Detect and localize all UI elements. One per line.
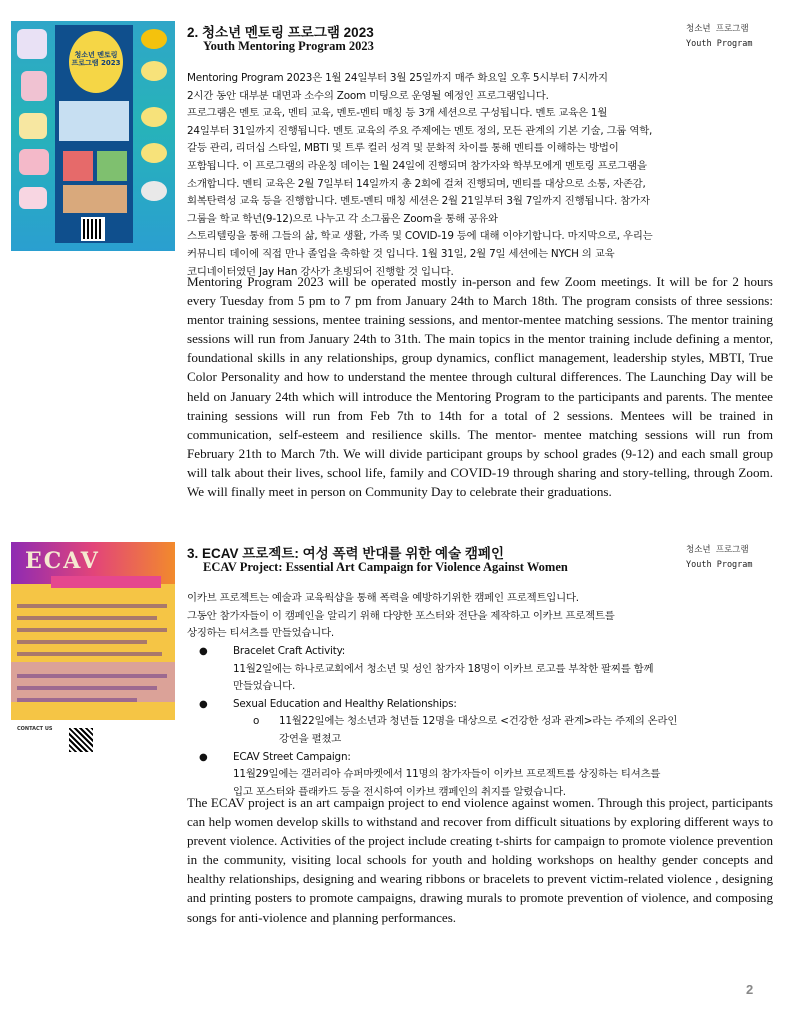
- bullet-title: ECAV Street Campaign:: [233, 750, 351, 763]
- page-number: 2: [746, 982, 754, 997]
- section2-korean-paragraph: [187, 70, 777, 281]
- ecav-poster-image: [11, 542, 175, 772]
- sub-bullet-marker: o: [253, 715, 260, 728]
- qr-code: [83, 219, 103, 239]
- korean-line: 그동안 참가자들이 이 캠페인을 알리기 위해 다양한 포스터와 전단을 제작하고 이카브 프로젝트를: [187, 609, 615, 622]
- poster-photo: [63, 151, 93, 181]
- poster-photo: [97, 151, 127, 181]
- mentoring-poster-image: [11, 21, 175, 251]
- section3-heading: 3. ECAV 프로젝트: 여성 폭력 반대를 위한 예술 캠페인: [187, 546, 505, 561]
- korean-line: 코디네이터였던 Jay Han 강사가 초빙되어 진행할 것 입니다.: [187, 265, 454, 278]
- korean-line: 커뮤니티 데이에 직접 만나 졸업을 축하할 것 입니다. 1월 31일, 2월 7일 세션에는 NYCH 의 교육: [187, 247, 615, 260]
- section3-org-label: [686, 543, 753, 573]
- poster-text-line: [17, 640, 147, 644]
- poster-text-block: [59, 101, 129, 141]
- poster-icon-column: [15, 27, 55, 227]
- section2-heading: 2. 청소년 멘토링 프로그램 2023: [187, 25, 374, 40]
- poster-purple-band: [11, 662, 175, 702]
- section3-subheading: ECAV Project: Essential Art Campaign for Violence Against Women: [203, 560, 568, 574]
- korean-line: 24일부터 31일까지 진행됩니다. 멘토 교육의 주요 주제에는 멘토 정의, 모든 관계의 기본 기술, 그룹 역학,: [187, 124, 653, 137]
- poster-photo: [63, 185, 127, 213]
- korean-line: 그룹을 학교 학년(9-12)으로 나누고 각 소그룹은 Zoom을 통해 공유와: [187, 212, 498, 225]
- korean-line: 2시간 동안 대부분 대면과 소수의 Zoom 미팅으로 운영될 예정인 프로그램입니다.: [187, 89, 549, 102]
- poster-subtitle-band: [51, 576, 161, 588]
- korean-line: 회복탄력성 교육 등을 진행합니다. 멘토-멘티 매칭 세션은 2월 21일부터 3월 7일까지 진행됩니다. 참가자: [187, 195, 650, 208]
- korean-line: 소개합니다. 멘티 교육은 2월 7일부터 14일까지 총 2회에 걸쳐 진행되며, 멘티를 대상으로 소통, 자존감,: [187, 177, 646, 190]
- list-item: [187, 643, 787, 696]
- korean-line: 스토리텔링을 통해 그들의 삶, 학교 생활, 가족 및 COVID-19 등에 대해 이야기합니다. 마지막으로, 우리는: [187, 230, 653, 243]
- poster-text-line: [17, 686, 157, 690]
- korean-line: Mentoring Program 2023은 1월 24일부터 3월 25일까지 매주 화요일 오후 5시부터 7시까지: [187, 72, 608, 84]
- korean-line: 갈등 관리, 리더십 스타일, MBTI 및 트루 컬러 성격 및 문화적 차이를 통해 멘티를 이해하는 방법이: [187, 142, 619, 155]
- bullet-title: Sexual Education and Healthy Relationships:: [233, 697, 457, 710]
- org-label-english: Youth Program: [686, 560, 753, 570]
- qr-code: [69, 728, 93, 752]
- korean-line: 이카브 프로젝트는 예술과 교육웍샵을 통해 폭력을 예방하기위한 캠페인 프로젝트입니다.: [187, 592, 579, 604]
- bullet-marker: ●: [199, 698, 208, 710]
- sub-bullet-detail: 11월22일에는 청소년과 청년들 12명을 대상으로 <건강한 성과 관계>라는 주제의 온라인 강연을 펼쳤고: [279, 715, 678, 745]
- section2-org-label: [686, 22, 753, 52]
- list-item: [187, 696, 787, 749]
- bullet-marker: ●: [199, 646, 208, 657]
- poster-text-line: [17, 652, 162, 656]
- poster-text-line: [17, 698, 137, 702]
- bullet-marker: ●: [199, 751, 208, 763]
- section3-english-paragraph: The ECAV project is an art campaign project to end violence against women. Through this project, participants can help women develop skills to withstand and recover from difficult situations by exploring different ways to prevent violence. Activities of the project include creating t-shirts for campaign to promote violence prevention in the community, visiting local schools for youth and holding workshops on healthy gender concepts and healthy relationships, designing and wearing ribbons or bracelets to prevent victim-related violence , designing and printing posters to promote campaigns, drawing murals to promote prevention of violence, and composing songs for anti-violence and planning performances.: [187, 795, 773, 925]
- org-label-english: Youth Program: [686, 39, 753, 49]
- poster-text-line: [17, 674, 167, 678]
- bullet-detail: 11월29일에는 갤러리아 슈퍼마켓에서 11명의 참가자들이 이카브 프로젝트를 상징하는 티셔츠를 입고 포스터와 플래카드 등을 전시하여 이카브 캠페인의 취지를 알렸습니다.: [233, 768, 661, 798]
- poster-text-line: [17, 616, 157, 620]
- section2-subheading: Youth Mentoring Program 2023: [203, 39, 374, 53]
- org-label-korean: 청소년 프로그램: [686, 545, 749, 555]
- bullet-title: Bracelet Craft Activity:: [233, 645, 346, 657]
- korean-line: 상징하는 티셔츠를 만들었습니다.: [187, 627, 335, 640]
- bullet-detail: 11월2일에는 하나로교회에서 청소년 및 성인 참가자 18명이 이카브 로고를 부착한 팔찌를 함께 만들었습니다.: [233, 662, 654, 693]
- ecav-activity-list: [187, 643, 787, 801]
- korean-line: 포함됩니다. 이 프로그램의 라운칭 데이는 1월 24일에 진행되며 참가자와 학부모에게 멘토링 프로그램을: [187, 159, 647, 172]
- poster-contact-label: CONTACT US: [17, 726, 53, 732]
- korean-line: 프로그램은 멘토 교육, 멘티 교육, 멘토-멘티 매칭 등 3개 세션으로 구성됩니다. 멘토 교육은 1월: [187, 107, 608, 120]
- section2-english-paragraph: Mentoring Program 2023 will be operated mostly in-person and few Zoom meetings. It will be for 2 hours every Tuesday from 5 pm to 7 pm from January 24th to March 18th. The program consists of three sessions: mentor training sessions, mentee training sessions, and mentor-mentee matching sessions. The mentor training sessions will run from January 24th to 31th. The main topics in the mentor training include defining a mentor, foundational skills in any relationships, group dynamics, conflict management, leadership styles, MBTI, True Color Personality and how to understand the mentee through cultural differences. The Launching Day will be held on January 24th which will introduce the Mentoring Program to the participants and parents. The mentee training sessions will run from Feb 7th to 14th for a total of 2 sessions. Mentees will be trained in communication, self-esteem and resilience skills. The mentor- mentee matching sessions will run from February 21th to March 7th. We will divide participant groups by school grades (9-12) and each small group will talk about their lives, school life, family and COVID-19 through sharing and story-telling, through Zoom. We will finally meet in person on Community Day to celebrate their graduations.: [187, 274, 773, 500]
- poster-badge-text: 청소년 멘토링 프로그램 2023: [71, 51, 121, 67]
- ecav-logo: ECAV: [25, 548, 100, 574]
- org-label-korean: 청소년 프로그램: [686, 24, 749, 34]
- sub-list-item: [253, 713, 787, 748]
- section3-korean-intro: [187, 590, 777, 643]
- poster-text-line: [17, 628, 167, 632]
- poster-right-column: [135, 25, 173, 243]
- poster-text-line: [17, 604, 167, 608]
